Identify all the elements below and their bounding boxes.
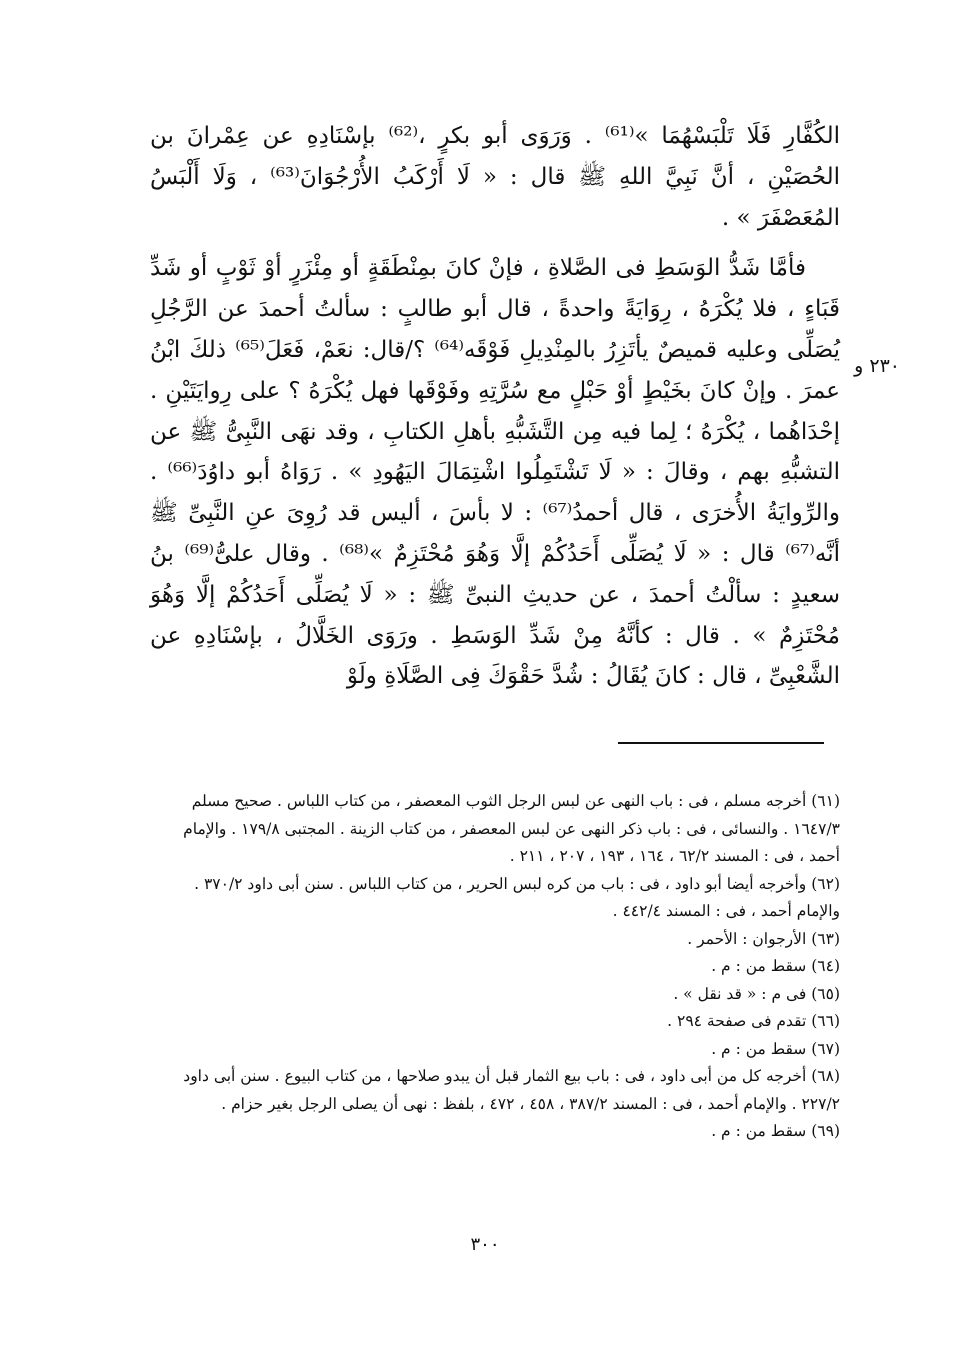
footnote-65: (٦٥) فى م : « قد نقل » . (673, 984, 840, 1003)
footnote-61: (٦١) أخرجه مسلم ، فى : باب النهى عن لبس الرجل الثوب المعصفر ، من كتاب اللباس . صحيح مسلم ١٦٤٧/٣ . والنسائى ، فى : باب ذكر النهى عن لبس المعصفر ، من كتاب الزينة . المجتبى ١٧٩/٨ . والإمام أحمد ، فى : المسند ٦٢/٢ ، ١٦٤ ، ١٩٣ ، ٢٠٧ ، ٢١١ . (183, 792, 840, 865)
paragraph: الكُفَّارِ فَلَا تَلْبَسْهُمَا »⁽⁶¹⁾ . وَرَوَى أبو بكرٍ ،⁽⁶²⁾ بإسْنَادِهِ عن عِمْرانَ بن الحُصَيْنِ ، أنَّ نَبِيَّ اللهِ ﷺ قال : « لَا أَرْكَبُ الأُرْجُوَانَ⁽⁶³⁾ ، وَلَا أَلْبَسُ المُعَصْفَرَ » . (150, 123, 841, 231)
footnote-divider (618, 742, 824, 744)
footnotes-block (150, 788, 840, 1146)
main-text-block (150, 116, 840, 697)
footnote-62: (٦٢) وأخرجه أيضا أبو داود ، فى : باب من كره لبس الحرير ، من كتاب اللباس . سنن أبى داود ٣٧٠/٢ . والإمام أحمد ، فى : المسند ٤٤٢/٤ . (194, 874, 840, 920)
paragraph: فأمَّا شَدُّ الوَسَطِ فى الصَّلاةِ ، فإنْ كانَ بمِنْطَقَةٍ أو مِئْزَرٍ أوْ ثَوْبٍ أو شَدِّ قَبَاءٍ ، فلا يُكْرَهُ ، رِوَايَةً واحدةً ، قال أبو طالبٍ : سألتُ أحمدَ عن الرَّجُلِ يُصَلِّى وعليه قميصٌ يأتَزِرُ بالمِنْدِيلِ فَوْقَه⁽⁶⁴⁾ ؟/قال: نعَمْ، فَعَلَ⁽⁶⁵⁾ ذلكَ ابْنُ عمرَ . وإنْ كانَ بخَيْطٍ أوْ حَبْلٍ مع سُرَّتِهِ وفَوْقَها فهل يُكْرَهُ ؟ على رِوايَتَيْنِ . إحْدَاهُما ، يُكْرَهُ ؛ لِما فيه مِن التَّشَبُّهِ بأهلِ الكتابِ ، وقد نهَى النَّبِىُّ ﷺ عن التشبُّهِ بهم ، وقالَ : « لَا تَشْتَمِلُوا اشْتِمَالَ اليَهُودِ » . رَوَاهُ أبو داوُدَ⁽⁶⁶⁾ . والرِّوايَةُ الأُخرَى ، قال أحمدُ⁽⁶⁷⁾ : لا بأسَ ، أليس قد رُوِىَ عنِ النَّبِىِّ ﷺ أنَّه⁽⁶⁷⁾ قال : « لَا يُصَلِّى أَحَدُكُمْ إلَّا وَهُوَ مُحْتَزِمٌ »⁽⁶⁸⁾ . وقال علىُّ⁽⁶⁹⁾ بنُ سعيدٍ : سألْتُ أحمدَ ، عن حديثِ النبىِّ ﷺ : « لَا يُصَلِّى أَحَدُكُمْ إلَّا وَهُوَ مُحْتَزِمٌ » . قال : كأنَّهُ مِنْ شَدِّ الوَسَطِ . ورَوَى الخَلَّالُ ، بإسْنَادِهِ عن الشَّعْبِىِّ ، قال : كانَ يُقَالُ : شُدَّ حَقْوَكَ فِى الصَّلَاةِ ولَوْ (150, 255, 840, 690)
footnote-68: (٦٨) أخرجه كل من أبى داود ، فى : باب بيع الثمار قبل أن يبدو صلاحها ، من كتاب البيوع . سنن أبى داود ٢٢٧/٢ . والإمام أحمد ، فى : المسند ٣٨٧/٢ ، ٤٥٨ ، ٤٧٢ ، بلفظ : نهى أن يصلى الرجل بغير حزام . (183, 1067, 840, 1113)
page-number: ٣٠٠ (470, 1234, 500, 1255)
footnote-67: (٦٧) سقط من : م . (711, 1039, 840, 1058)
footnote-64: (٦٤) سقط من : م . (711, 957, 840, 975)
footnote-69: (٦٩) سقط من : م . (711, 1122, 840, 1140)
footnote-66: (٦٦) تقدم فى صفحة ٢٩٤ . (667, 1012, 840, 1030)
footnote-63: (٦٣) الأرجوان : الأحمر . (687, 929, 840, 948)
margin-manuscript-reference: ٢٣٠ و (854, 355, 900, 377)
